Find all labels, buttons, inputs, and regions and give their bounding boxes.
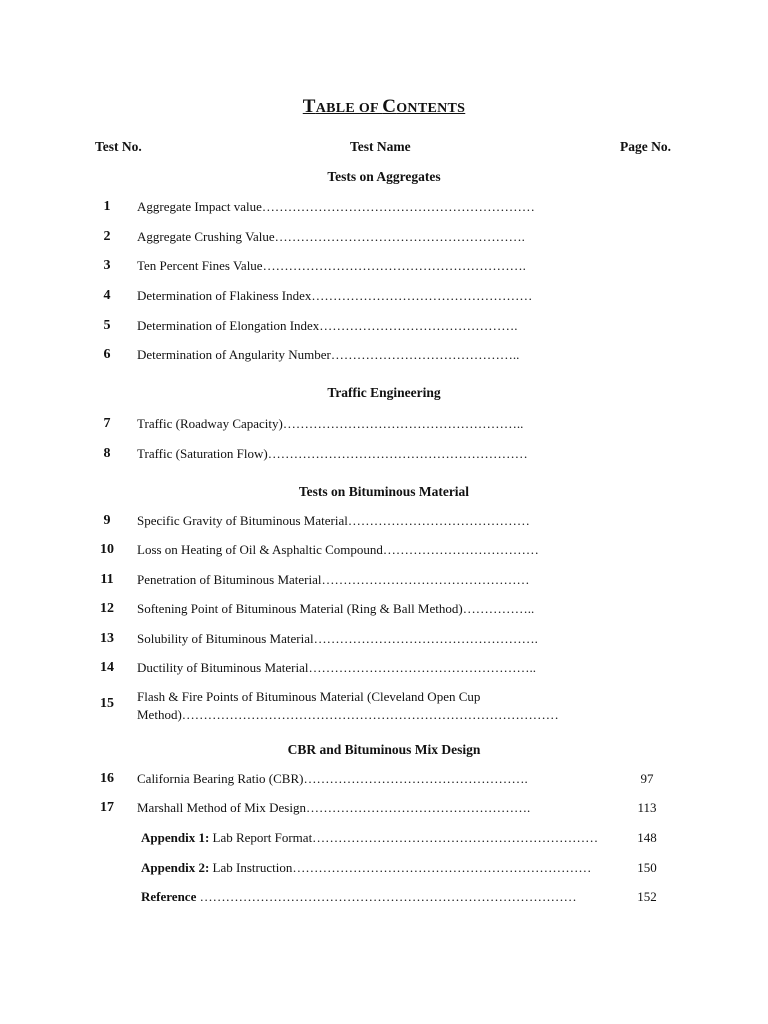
column-header-page-no: Page No.: [620, 139, 671, 154]
test-name: Traffic (Saturation Flow)……………………………………………………: [137, 446, 528, 461]
appendix-label: Reference: [141, 889, 197, 904]
toc-row[interactable]: [0, 258, 768, 280]
toc-row-appendix[interactable]: [0, 889, 768, 911]
test-name: Traffic (Roadway Capacity)………………………………………………..: [137, 416, 524, 431]
toc-row[interactable]: [0, 513, 768, 535]
test-number: 2: [103, 229, 111, 244]
test-number: 6: [103, 347, 111, 362]
appendix-entry: [141, 889, 603, 905]
page-number: 148: [637, 830, 657, 845]
section-title: Tests on Bituminous Material: [298, 484, 470, 499]
test-number: 15: [100, 696, 114, 711]
test-number: 4: [103, 288, 111, 303]
test-name: Determination of Angularity Number……………………………………..: [137, 347, 520, 362]
toc-row[interactable]: [0, 229, 768, 251]
page-number: 150: [637, 860, 657, 875]
toc-row[interactable]: [0, 631, 768, 653]
page-number: 97: [640, 771, 654, 786]
test-number: 14: [100, 660, 114, 675]
test-name: Marshall Method of Mix Design…………………………………………….: [137, 800, 531, 815]
title-part: C: [382, 96, 397, 117]
test-name: Loss on Heating of Oil & Asphaltic Compound………………………………: [137, 542, 539, 557]
toc-row[interactable]: [0, 318, 768, 340]
appendix-name: Lab Instruction……………………………………………………………: [209, 860, 592, 875]
test-number: 7: [103, 416, 111, 431]
column-header-test-name: Test Name: [350, 139, 411, 154]
toc-row[interactable]: [0, 660, 768, 682]
toc-row[interactable]: [0, 542, 768, 564]
test-number: 1: [103, 199, 111, 214]
page-title: [0, 96, 768, 118]
test-name: Ten Percent Fines Value…………………………………………………….: [137, 258, 526, 273]
page-number: 152: [637, 889, 657, 904]
toc-row-appendix[interactable]: [0, 860, 768, 882]
column-header-test-no: Test No.: [95, 139, 142, 154]
appendix-entry: [141, 830, 602, 846]
test-number: 13: [100, 631, 114, 646]
test-number: 10: [100, 542, 114, 557]
test-number: 9: [103, 513, 111, 528]
test-name: Aggregate Crushing Value………………………………………………….: [137, 229, 525, 244]
appendix-name: ……………………………………………………………………………: [196, 889, 577, 904]
test-name: California Bearing Ratio (CBR)…………………………………………….: [137, 771, 528, 786]
toc-row[interactable]: [0, 771, 768, 793]
test-name: Aggregate Impact value………………………………………………………: [137, 199, 535, 214]
appendix-entry: [141, 860, 602, 876]
test-number: 5: [103, 318, 111, 333]
toc-row[interactable]: [0, 446, 768, 468]
test-name: Solubility of Bituminous Material…………………………………………….: [137, 631, 538, 646]
appendix-label: Appendix 1:: [141, 830, 210, 845]
toc-row[interactable]: [0, 199, 768, 221]
toc-row[interactable]: [0, 347, 768, 369]
test-number: 12: [100, 601, 114, 616]
section-title: Tests on Aggregates: [327, 169, 441, 184]
test-number: 17: [100, 800, 114, 815]
test-name: Ductility of Bituminous Material……………………………………………..: [137, 660, 537, 675]
test-name: Determination of Flakiness Index……………………………………………: [137, 288, 533, 303]
toc-row[interactable]: [0, 288, 768, 310]
toc-row[interactable]: [0, 601, 768, 623]
test-name: Determination of Elongation Index……………………………………….: [137, 318, 518, 333]
title-part: T: [302, 96, 316, 117]
toc-row[interactable]: [0, 572, 768, 594]
test-number: 16: [100, 771, 114, 786]
appendix-name: Lab Report Format…………………………………………………………: [209, 830, 599, 845]
title-part: ABLE OF: [315, 101, 383, 116]
toc-row-appendix[interactable]: [0, 830, 768, 852]
test-name: Softening Point of Bituminous Material (Ring & Ball Method)……………..: [137, 601, 535, 616]
test-name: Penetration of Bituminous Material…………………………………………: [137, 572, 530, 587]
appendix-label: Appendix 2:: [141, 860, 210, 875]
test-name: Flash & Fire Points of Bituminous Material (Cleveland Open Cup Method)……………………………………………………………………………: [137, 689, 559, 722]
section-title: CBR and Bituminous Mix Design: [287, 742, 481, 757]
toc-row[interactable]: [0, 800, 768, 822]
test-number: 11: [100, 572, 114, 587]
page-number: 113: [637, 800, 657, 815]
toc-row[interactable]: [0, 688, 768, 728]
title-part: ONTENTS: [396, 101, 466, 116]
section-title: Traffic Engineering: [327, 385, 441, 400]
test-name: Specific Gravity of Bituminous Material……………………………………: [137, 513, 530, 528]
test-number: 3: [103, 258, 111, 273]
toc-row[interactable]: [0, 416, 768, 438]
test-number: 8: [103, 446, 111, 461]
